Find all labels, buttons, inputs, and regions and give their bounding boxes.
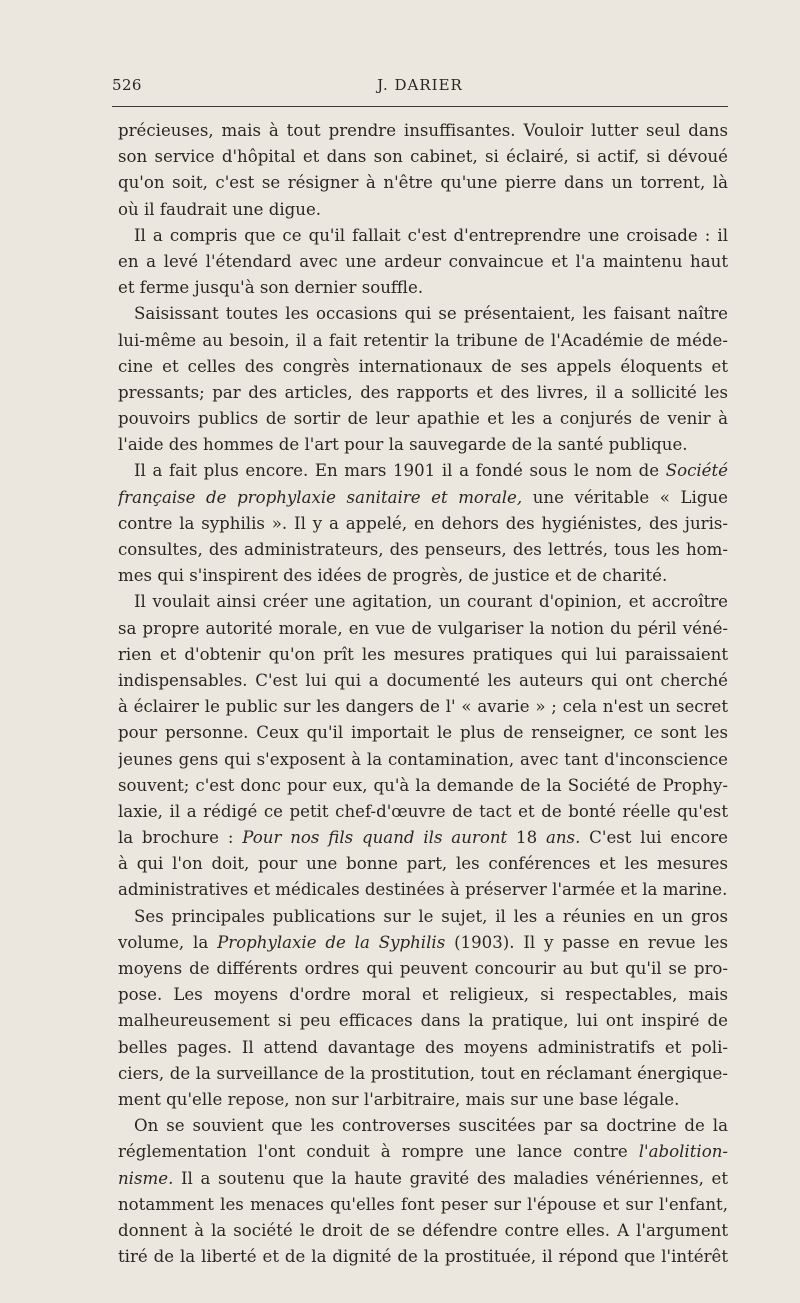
text-line: Il a compris que ce qu'il fallait c'est d'entreprendre une croisade : il — [134, 225, 728, 245]
text-line: ciers, de la surveillance de la prostitution, tout en réclamant énergique- — [118, 1063, 728, 1083]
text-line: française de prophylaxie sanitaire et morale, une véritable « Ligue — [118, 487, 728, 507]
text-line: jeunes gens qui s'exposent à la contamination, avec tant d'inconscience — [118, 749, 728, 769]
text-line: pressants; par des articles, des rapports et des livres, il a sollicité les — [118, 382, 728, 402]
text-line: pouvoirs publics de sortir de leur apathie et les a conjurés de venir à — [118, 409, 728, 429]
text-line: lui-même au besoin, il a fait retentir la tribune de l'Académie de méde- — [118, 330, 728, 350]
text-line: à qui l'on doit, pour une bonne part, les conférences et les mesures — [118, 854, 728, 874]
text-line: nisme. Il a soutenu que la haute gravité des maladies vénériennes, et — [118, 1168, 728, 1188]
text-line: belles pages. Il attend davantage des moyens administratifs et poli- — [118, 1037, 728, 1057]
text-line: en a levé l'étendard avec une ardeur convaincue et l'a maintenu haut — [118, 251, 728, 271]
body-text — [118, 118, 728, 1270]
text-line: rien et d'obtenir qu'on prît les mesures pratiques qui lui paraissaient — [118, 644, 728, 664]
page-number: 526 — [112, 76, 142, 94]
text-line: Saisissant toutes les occasions qui se présentaient, les faisant naître — [134, 304, 728, 324]
text-line: donnent à la société le droit de se défendre contre elles. A l'argument — [118, 1220, 728, 1240]
text-line: consultes, des administrateurs, des penseurs, des lettrés, tous les hom- — [118, 540, 728, 559]
text-line: volume, la Prophylaxie de la Syphilis (1903). Il y passe en revue les — [118, 932, 728, 952]
text-line: où il faudrait une digue. — [118, 199, 322, 219]
text-line: indispensables. C'est lui qui a documenté les auteurs qui ont cherché — [118, 670, 728, 690]
text-line: malheureusement si peu efficaces dans la pratique, lui ont inspiré de — [118, 1011, 728, 1031]
text-line: son service d'hôpital et dans son cabinet, si éclairé, si actif, si dévoué — [118, 147, 728, 167]
text-line: souvent; c'est donc pour eux, qu'à la demande de la Société de Prophy- — [118, 775, 728, 795]
text-line: administratives et médicales destinées à préserver l'armée et la marine. — [118, 880, 728, 900]
text-line: sa propre autorité morale, en vue de vulgariser la notion du péril véné- — [118, 618, 728, 638]
header-rule — [112, 106, 728, 107]
text-line: précieuses, mais à tout prendre insuffisantes. Vouloir lutter seul dans — [118, 121, 728, 140]
text-line: qu'on soit, c'est se résigner à n'être qu'une pierre dans un torrent, là — [118, 173, 728, 193]
text-line: tiré de la liberté et de la dignité de la prostituée, il répond que l'intérêt — [118, 1247, 728, 1267]
text-line: la brochure : Pour nos fils quand ils auront 18 ans. C'est lui encore — [118, 828, 728, 848]
text-line: moyens de différents ordres qui peuvent concourir au but qu'il se pro- — [118, 959, 728, 978]
text-line: et ferme jusqu'à son dernier souffle. — [118, 278, 424, 298]
text-line: l'aide des hommes de l'art pour la sauvegarde de la santé publique. — [118, 435, 688, 455]
text-line: à éclairer le public sur les dangers de l' « avarie » ; cela n'est un secret — [118, 697, 728, 717]
text-line: ment qu'elle repose, non sur l'arbitraire, mais sur une base légale. — [118, 1089, 680, 1109]
text-line: On se souvient que les controverses suscitées par sa doctrine de la — [134, 1116, 728, 1136]
text-line: Il voulait ainsi créer une agitation, un courant d'opinion, et accroître — [134, 592, 728, 612]
running-head — [112, 76, 728, 96]
text-line: contre la syphilis ». Il y a appelé, en dehors des hygiénistes, des juris- — [118, 513, 728, 533]
text-line: Il a fait plus encore. En mars 1901 il a fondé sous le nom de Société — [134, 461, 728, 481]
text-line: notamment les menaces qu'elles font peser sur l'épouse et sur l'enfant, — [118, 1194, 728, 1214]
text-line: pose. Les moyens d'ordre moral et religieux, si respectables, mais — [118, 985, 728, 1005]
text-line: pour personne. Ceux qu'il importait le plus de renseigner, ce sont les — [118, 723, 728, 743]
text-line: Ses principales publications sur le sujet, il les a réunies en un gros — [134, 906, 728, 926]
text-line: mes qui s'inspirent des idées de progrès, de justice et de charité. — [118, 566, 668, 586]
text-line: cine et celles des congrès internationaux de ses appels éloquents et — [118, 356, 728, 376]
text-line: laxie, il a rédigé ce petit chef-d'œuvre de tact et de bonté réelle qu'est — [118, 801, 728, 821]
text-line: réglementation l'ont conduit à rompre une lance contre l'abolition- — [118, 1142, 728, 1162]
running-head-author: J. DARIER — [377, 76, 463, 94]
